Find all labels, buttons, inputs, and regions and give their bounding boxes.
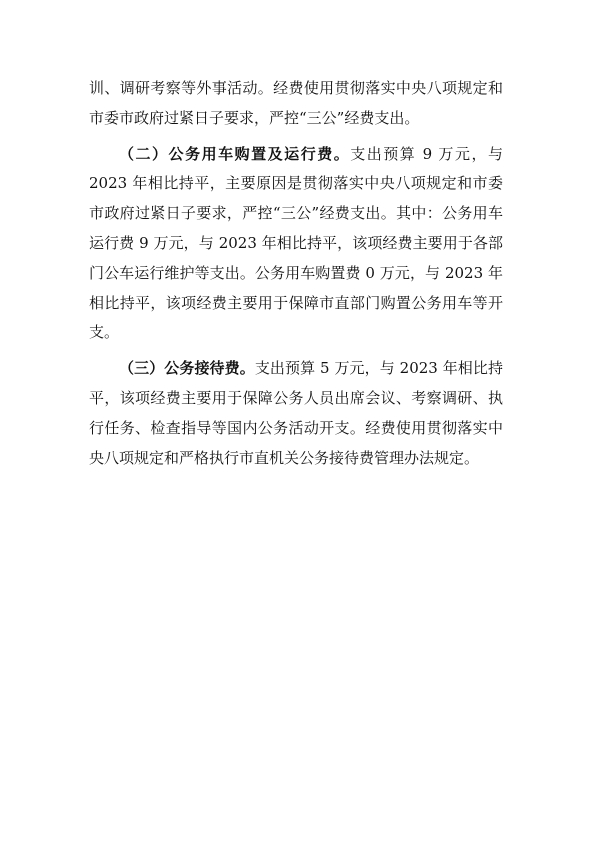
paragraph-vehicle-expenses (89, 140, 503, 349)
section-heading-vehicle: （二）公务用车购置及运行费。 (119, 144, 351, 163)
document-body (89, 74, 503, 479)
paragraph-text: 支出预算 9 万元，与 2023 年相比持平，主要原因是贯彻落实中央八项规定和市委市政府过紧日子要求，严控“三公”经费支出。其中：公务用车运行费 9 万元，与 2023 年相比持平，该项经费主要用于各部门公车运行维护等支出。公务用车购置费 0 万元，与 2023 年相比持平，该项经费主要用于保障市直部门购置公务用车等开支。 (89, 144, 503, 342)
paragraph-continuation (89, 74, 503, 134)
paragraph-text: 训、调研考察等外事活动。经费使用贯彻落实中央八项规定和市委市政府过紧日子要求，严控“三公”经费支出。 (89, 79, 503, 127)
paragraph-text: 支出预算 5 万元，与 2023 年相比持平，该项经费主要用于保障公务人员出席会议、考察调研、执行任务、检查指导等国内公务活动开支。经费使用贯彻落实中央八项规定和严格执行市直机关公务接待费管理办法规定。 (89, 359, 503, 467)
section-heading-reception: （三）公务接待费。 (119, 359, 255, 378)
paragraph-reception-expenses (89, 354, 503, 473)
